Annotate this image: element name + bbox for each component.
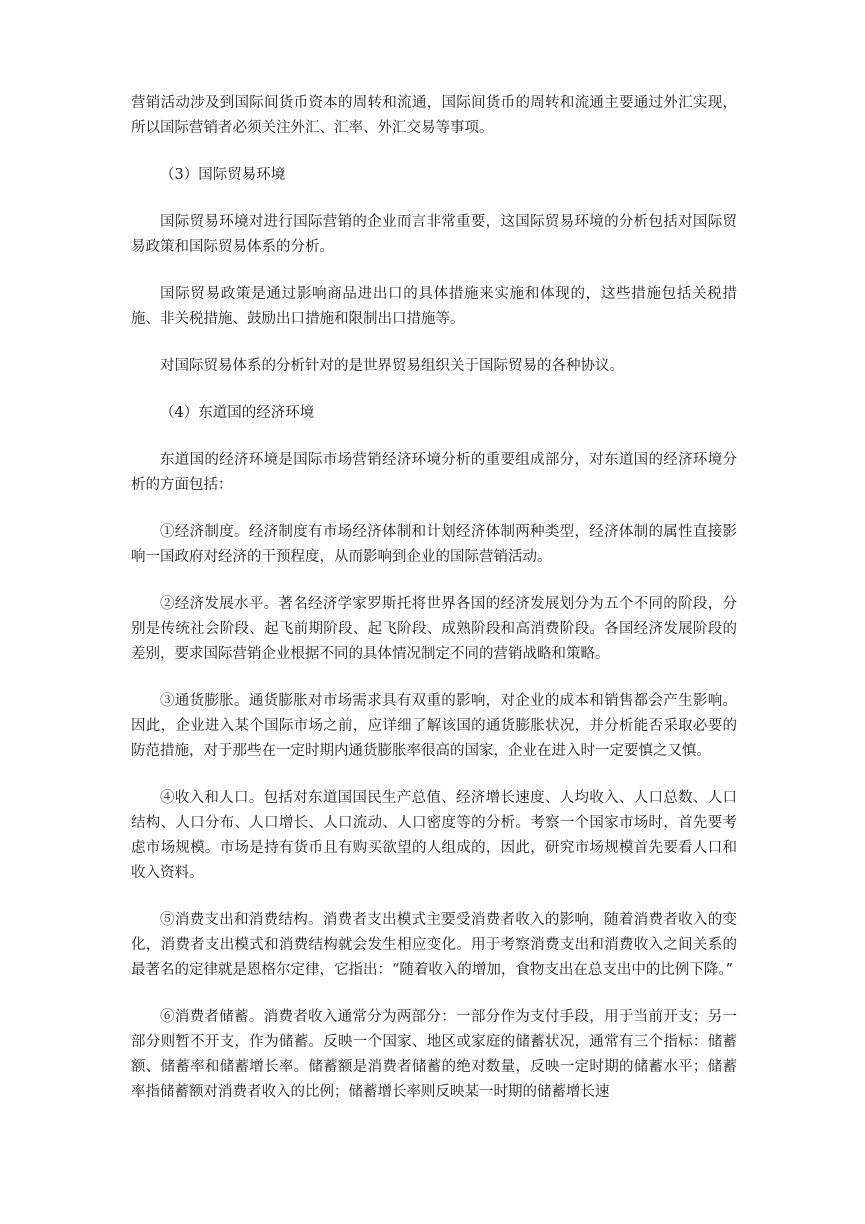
paragraph-forex-intro: 营销活动涉及到国际间货币资本的周转和流通，国际间货币的周转和流通主要通过外汇实现，所以国际营销者必须关注外汇、汇率、外汇交易等事项。 — [131, 95, 737, 136]
paragraph-host-economy-intro: 东道国的经济环境是国际市场营销经济环境分析的重要组成部分，对东道国的经济环境分析的方面包括： — [131, 452, 737, 493]
paragraph-savings: ⑥消费者储蓄。消费者收入通常分为两部分：一部分作为支付手段，用于当前开支；另一部分则暂不开支，作为储蓄。反映一个国家、地区或家庭的储蓄状况，通常有三个指标：储蓄额、储蓄率和储蓄增长率。储蓄额是消费者储蓄的绝对数量，反映一定时期的储蓄水平；储蓄率指储蓄额对消费者收入的比例；储蓄增长率则反映某一时期的储蓄增长速 — [131, 1009, 737, 1100]
paragraph-consumption: ⑤消费支出和消费结构。消费者支出模式主要受消费者收入的影响，随着消费者收入的变化，消费者支出模式和消费结构就会发生相应变化。用于考察消费支出和消费收入之间关系的最著名的定律就是恩格尔定律，它指出：“随着收入的增加，食物支出在总支出中的比例下降。” — [131, 912, 737, 978]
paragraph-trade-system: 对国际贸易体系的分析针对的是世界贸易组织关于国际贸易的各种协议。 — [160, 358, 624, 374]
paragraph-trade-environment: 国际贸易环境对进行国际营销的企业而言非常重要，这国际贸易环境的分析包括对国际贸易政策和国际贸易体系的分析。 — [131, 214, 737, 255]
paragraph-inflation: ③通货膨胀。通货膨胀对市场需求具有双重的影响，对企业的成本和销售都会产生影响。因此，企业进入某个国际市场之前，应详细了解该国的通货膨胀状况，并分析能否采取必要的防范措施，对于那些在一定时期内通货膨胀率很高的国家，企业在进入时一定要慎之又慎。 — [131, 693, 737, 759]
paragraph-income-population: ④收入和人口。包括对东道国国民生产总值、经济增长速度、人均收入、人口总数、人口结构、人口分布、人口增长、人口流动、人口密度等的分析。考察一个国家市场时，首先要考虑市场规模。市场是持有货币且有购买欲望的人组成的，因此，研究市场规模首先要看人口和收入资料。 — [131, 790, 737, 881]
paragraph-trade-policy: 国际贸易政策是通过影响商品进出口的具体措施来实施和体现的，这些措施包括关税措施、非关税措施、鼓励出口措施和限制出口措施等。 — [131, 286, 737, 327]
section-heading-international-trade: （3）国际贸易环境 — [160, 167, 286, 183]
document-body — [131, 91, 737, 1127]
section-heading-host-economy: （4）东道国的经济环境 — [160, 405, 315, 421]
paragraph-development-level: ②经济发展水平。著名经济学家罗斯托将世界各国的经济发展划分为五个不同的阶段，分别是传统社会阶段、起飞前期阶段、起飞阶段、成熟阶段和高消费阶段。各国经济发展阶段的差别，要求国际营销企业根据不同的具体情况制定不同的营销战略和策略。 — [131, 596, 737, 662]
paragraph-economic-system: ①经济制度。经济制度有市场经济体制和计划经济体制两种类型，经济体制的属性直接影响一国政府对经济的干预程度，从而影响到企业的国际营销活动。 — [131, 524, 737, 565]
